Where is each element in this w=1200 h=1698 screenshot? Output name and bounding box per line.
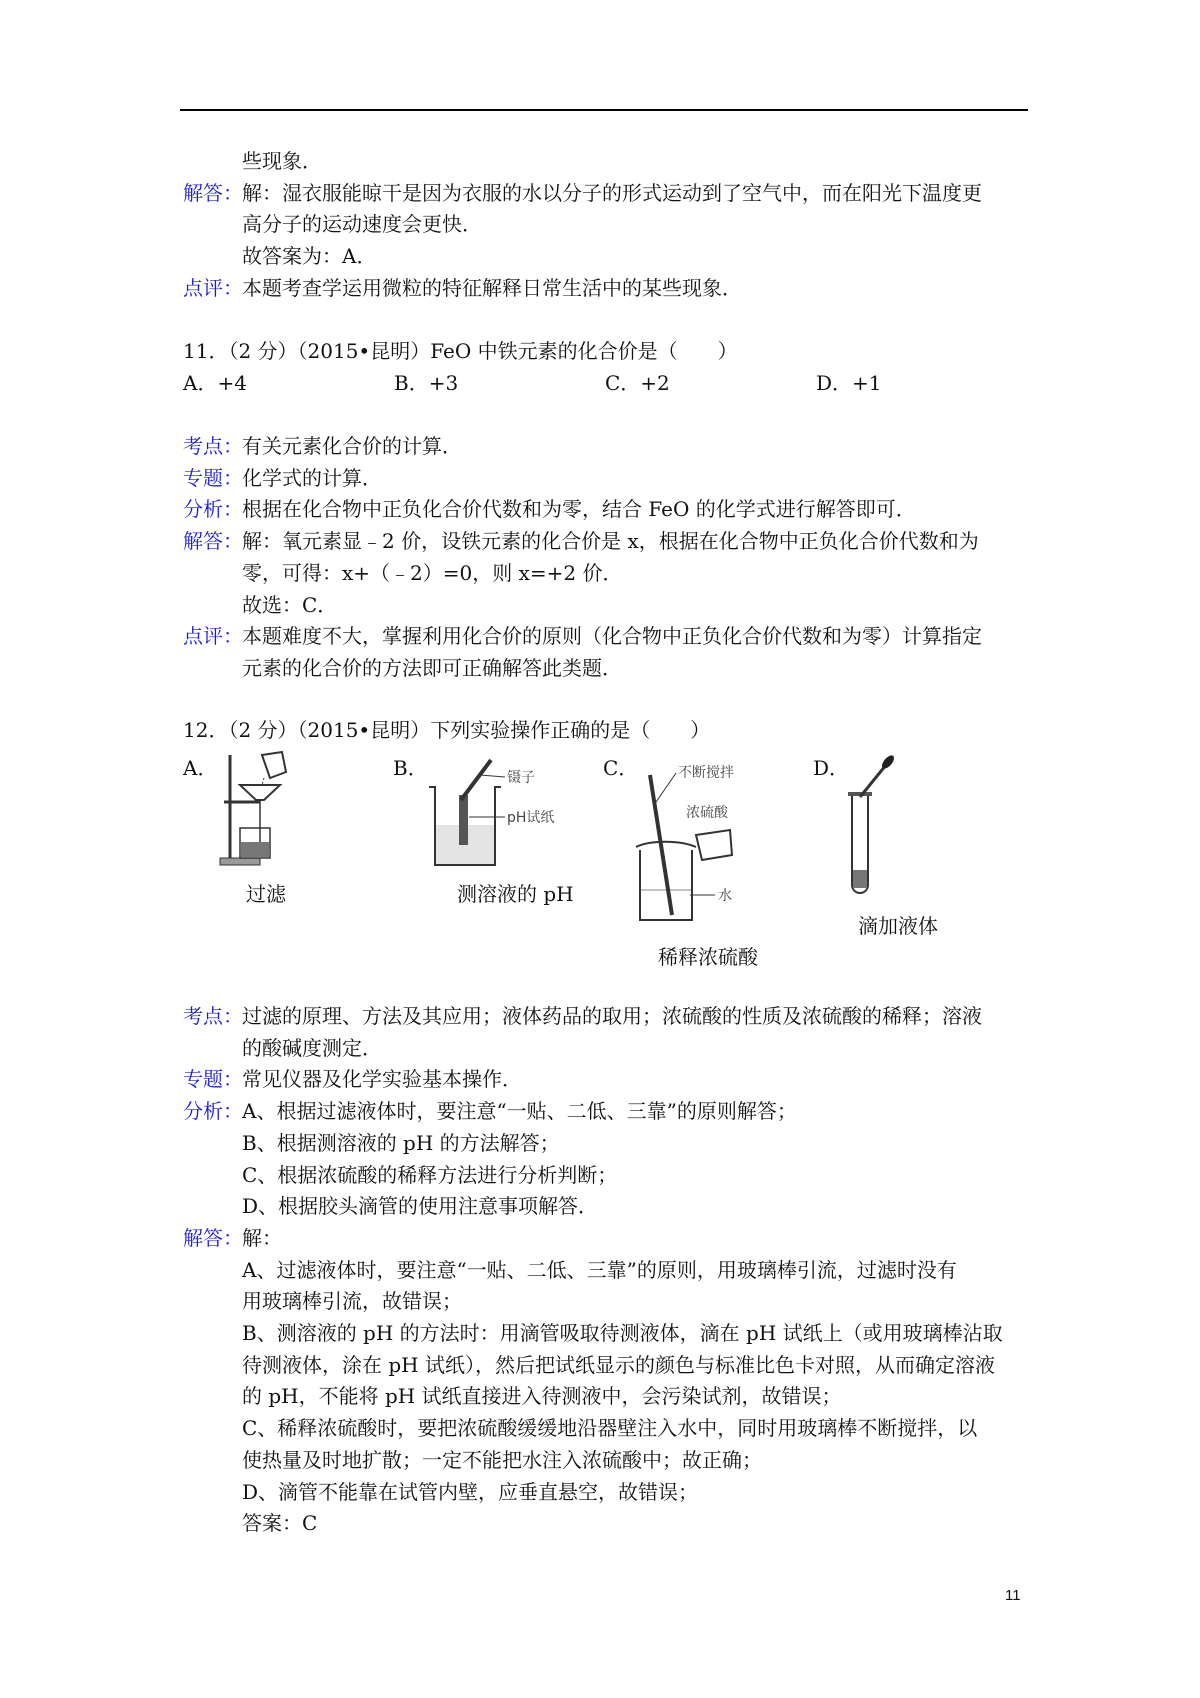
text-line: 根据在化合物中正负化合价代数和为零，结合 FeO 的化学式进行解答即可． — [242, 497, 916, 522]
label-fenxi: 分析： — [183, 1099, 243, 1124]
figure-a-caption: 过滤 — [246, 882, 286, 906]
figure-b-caption: 测溶液的 pH — [457, 882, 574, 906]
label-kaodian: 考点： — [183, 434, 243, 458]
prev-answer — [183, 146, 1028, 305]
text-line: A、过滤液体时，要注意“一贴、二低、三靠”的原则，用玻璃棒引流，过滤时没有 — [242, 1257, 957, 1282]
label-stir: 不断搅拌 — [678, 765, 734, 781]
dropper-figure — [840, 755, 920, 905]
text-line: 故选：C． — [242, 592, 338, 617]
figure-d-letter: D． — [813, 756, 850, 780]
dilute-acid-figure — [630, 755, 780, 925]
label-jieda: 解答： — [183, 529, 243, 554]
figure-c-caption: 稀释浓硫酸 — [658, 945, 758, 969]
option-a: A．+4 — [183, 370, 247, 395]
label-dianping: 点评： — [183, 275, 243, 300]
label-zhuanti: 专题： — [183, 465, 243, 490]
option-b: B．+3 — [394, 370, 459, 395]
text-line: 用玻璃棒引流，故错误； — [242, 1289, 462, 1314]
label-ph-paper: pH试纸 — [507, 810, 555, 826]
figure-c-letter: C． — [603, 756, 639, 780]
text-line: 解： — [242, 1225, 282, 1250]
text-line: 使热量及时地扩散；一定不能把水注入浓硫酸中；故正确； — [242, 1447, 762, 1472]
option-d: D．+1 — [816, 370, 882, 395]
text-line: 答案：C — [242, 1511, 318, 1536]
q11-analysis — [183, 431, 1028, 685]
page-number: 11 — [1005, 1587, 1021, 1604]
q12-analysis — [183, 1001, 1028, 1540]
text-line: 解：氧元素显﹣2 价，设铁元素的化合价是 x，根据在化合物中正负化合价代数和为 — [242, 529, 979, 554]
text-line: 化学式的计算． — [242, 465, 382, 490]
text-line: 待测液体，涂在 pH 试纸），然后把试纸显示的颜色与标准比色卡对照，从而确定溶液 — [242, 1352, 995, 1377]
text-line: C、根据浓硫酸的稀释方法进行分析判断； — [242, 1162, 618, 1187]
text-line: 常见仪器及化学实验基本操作． — [242, 1067, 522, 1092]
text-line: 故答案为：A． — [242, 244, 377, 269]
filtration-figure — [200, 750, 310, 870]
text-line: 元素的化合价的方法即可正确解答此类题． — [242, 655, 622, 680]
text-line: 解：湿衣服能晾干是因为衣服的水以分子的形式运动到了空气中，而在阳光下温度更 — [242, 180, 982, 205]
text-line: 本题难度不大，掌握利用化合价的原则（化合物中正负化合价代数和为零）计算指定 — [242, 624, 982, 649]
label-water: 水 — [718, 888, 732, 904]
question-11 — [183, 336, 1028, 399]
question-stem: 11．（2 分）（2015•昆明）FeO 中铁元素的化合价是（ ） — [183, 339, 738, 363]
label-dianping: 点评： — [183, 624, 243, 649]
text-line: 高分子的运动速度会更快． — [242, 212, 482, 237]
header-rule — [180, 109, 1028, 111]
label-zhuanti: 专题： — [183, 1067, 243, 1092]
text-line: D、滴管不能靠在试管内壁，应垂直悬空，故错误； — [242, 1479, 699, 1504]
ph-test-figure — [425, 755, 575, 875]
figure-b-letter: B． — [393, 756, 428, 780]
label-acid: 浓硫酸 — [686, 805, 728, 821]
text-line: 过滤的原理、方法及其应用；液体药品的取用；浓硫酸的性质及浓硫酸的稀释；溶液 — [242, 1004, 982, 1028]
text-line: 零，可得：x+（﹣2）=0，则 x=+2 价． — [242, 560, 623, 585]
figure-d-caption: 滴加液体 — [858, 914, 938, 938]
text-line: 的 pH，不能将 pH 试纸直接进入待测液中，会污染试剂，故错误； — [242, 1384, 842, 1409]
text-line: D、根据胶头滴管的使用注意事项解答． — [242, 1194, 599, 1219]
label-tweezers: 镊子 — [507, 770, 535, 786]
text-line: C、稀释浓硫酸时，要把浓硫酸缓缓地沿器壁注入水中，同时用玻璃棒不断搅拌，以 — [242, 1416, 978, 1441]
text-line: 的酸碱度测定． — [242, 1035, 382, 1060]
text-line: 些现象． — [242, 149, 322, 173]
options — [183, 368, 1028, 400]
question-stem: 12．（2 分）（2015•昆明）下列实验操作正确的是（ ） — [183, 718, 711, 742]
text-line: 有关元素化合价的计算． — [242, 434, 462, 458]
option-c: C．+2 — [605, 370, 670, 395]
label-kaodian: 考点： — [183, 1004, 243, 1028]
text-line: B、根据测溶液的 pH 的方法解答； — [242, 1130, 560, 1155]
label-jieda: 解答： — [183, 1225, 243, 1250]
label-fenxi: 分析： — [183, 497, 243, 522]
label-jieda: 解答： — [183, 180, 243, 205]
text-line: A、根据过滤液体时，要注意“一贴、二低、三靠”的原则解答； — [242, 1099, 797, 1124]
text-line: 本题考查学运用微粒的特征解释日常生活中的某些现象． — [242, 275, 742, 300]
text-line: B、测溶液的 pH 的方法时：用滴管吸取待测液体，滴在 pH 试纸上（或用玻璃棒沾取 — [242, 1321, 1003, 1346]
question-12 — [183, 715, 1028, 747]
figure-a-letter: A． — [183, 756, 218, 780]
